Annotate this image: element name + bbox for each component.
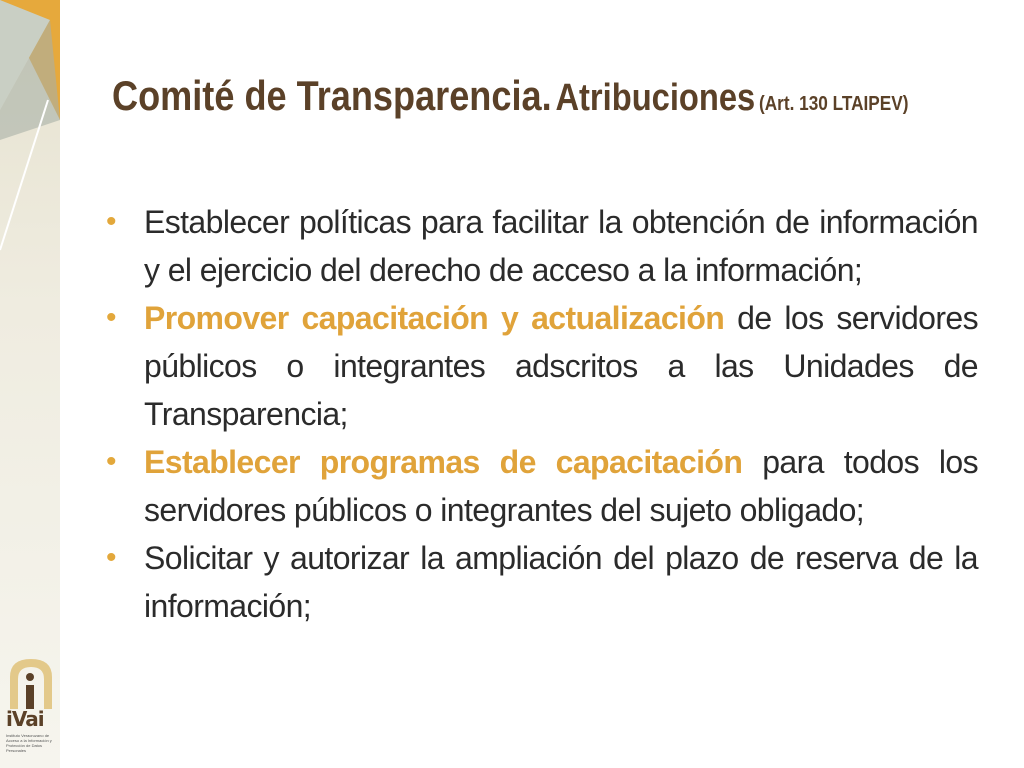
bullet-item [106, 534, 978, 630]
bullet-icon: • [106, 541, 116, 574]
bullet-text: Establecer políticas para facilitar la obtención de información y el ejercicio del derecho de acceso a la información; [144, 204, 978, 288]
corner-decoration [0, 0, 70, 300]
bullet-item [106, 198, 978, 294]
ivai-logo [4, 655, 58, 753]
bullet-highlight: Promover capacitación y actualización [144, 300, 725, 336]
bullet-item [106, 438, 978, 534]
bullet-item [106, 294, 978, 438]
bullet-text: Solicitar y autorizar la ampliación del plazo de reserva de la información; [144, 540, 978, 624]
bullet-text: para todos los servidores públicos o integrantes del sujeto obligado; [144, 444, 978, 528]
bullet-icon: • [106, 301, 116, 334]
title-sub: Atribuciones [555, 77, 756, 119]
title-main: Comité de Transparencia. [112, 72, 552, 119]
bullet-list-container [106, 198, 978, 630]
title-reference: (Art. 130 LTAIPEV) [759, 93, 909, 115]
bullet-highlight: Establecer programas de capacitación [144, 444, 743, 480]
logo-arch-icon [4, 655, 58, 711]
bullet-icon: • [106, 205, 116, 238]
bullet-text: de los servidores públicos o integrantes adscritos a las Unidades de Transparencia; [144, 300, 978, 432]
logo-wordmark: iVai [6, 707, 44, 731]
bullet-icon: • [106, 445, 116, 478]
logo-subtext: Instituto Veracruzano de Acceso a la Información y Protección de Datos Personales [6, 733, 52, 753]
bullet-list [106, 198, 978, 630]
slide-title [112, 72, 909, 120]
